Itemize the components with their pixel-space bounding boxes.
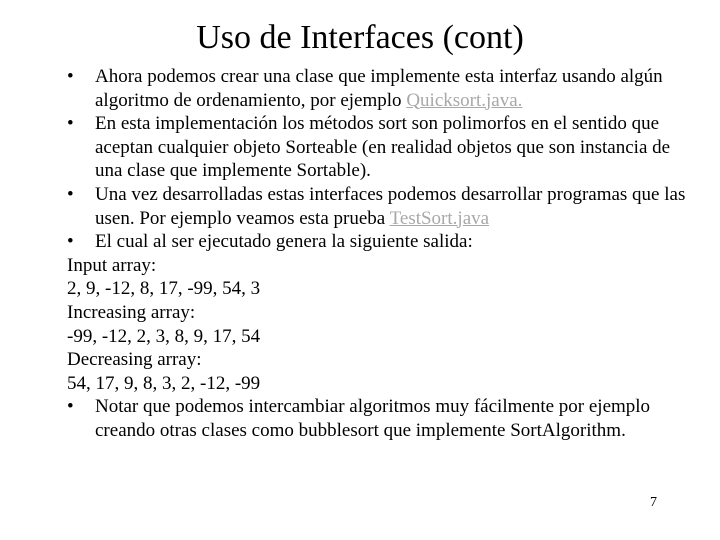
- bullet-icon: •: [67, 396, 74, 418]
- bullet-text: Una vez desarrolladas estas interfaces podemos desarrollar programas que las usen. Por ejemplo veamos esta prueba: [95, 183, 686, 229]
- bullet-icon: •: [67, 113, 74, 135]
- output-line: Decreasing array:: [67, 349, 202, 371]
- page-number: 7: [650, 495, 657, 510]
- output-line: -99, -12, 2, 3, 8, 9, 17, 54: [67, 325, 261, 347]
- bullet-item: [67, 230, 697, 254]
- bullet-item: [67, 112, 697, 183]
- bullet-item: [67, 183, 697, 230]
- bullet-text: Notar que podemos intercambiar algoritmos muy fácilmente por ejemplo creando otras clases como bubblesort que implemente SortAlgorithm.: [95, 396, 651, 441]
- slide-title: Uso de Interfaces (cont): [196, 19, 524, 56]
- bullet-text: Ahora podemos crear una clase que implemente esta interfaz usando algún algoritmo de ordenamiento, por ejemplo: [95, 66, 663, 111]
- output-line: Input array:: [67, 254, 157, 276]
- bullet-item: [67, 395, 697, 442]
- bullet-icon: •: [67, 183, 74, 205]
- bullet-icon: •: [67, 66, 74, 87]
- output-line: Increasing array:: [67, 301, 196, 323]
- bullet-text: El cual al ser ejecutado genera la siguiente salida:: [95, 231, 473, 253]
- slide-body: [67, 65, 697, 443]
- bullet-icon: •: [67, 231, 74, 253]
- testsort-link[interactable]: TestSort.java: [389, 207, 490, 229]
- bullet-text: En esta implementación los métodos sort son polimorfos en el sentido que aceptan cualquier objeto Sorteable (en realidad objetos que son instancia de una clase que implemente Sortable).: [95, 113, 671, 182]
- output-line: 2, 9, -12, 8, 17, -99, 54, 3: [67, 278, 261, 300]
- bullet-item: [67, 65, 697, 112]
- quicksort-link[interactable]: Quicksort.java.: [406, 89, 523, 111]
- output-line: 54, 17, 9, 8, 3, 2, -12, -99: [67, 372, 261, 394]
